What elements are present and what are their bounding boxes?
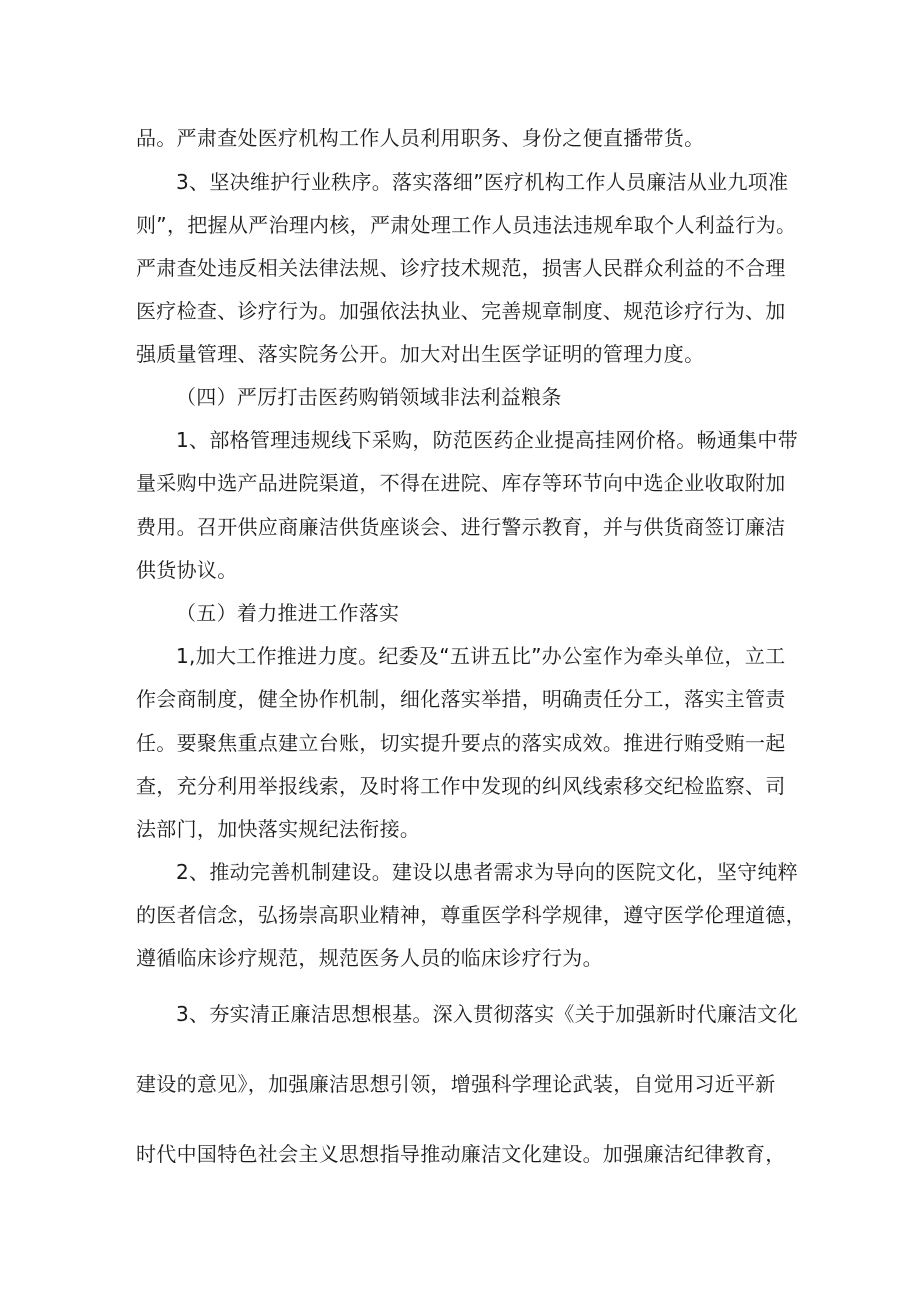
- paragraph-line: 作会商制度，健全协作机制，细化落实举措，明确责任分工，落实主管责: [136, 687, 786, 711]
- paragraph-line: 品。严肃查处医疗机构工作人员利用职务、身份之便直播带货。: [136, 126, 705, 150]
- paragraph-line: 2、推动完善机制建设。建设以患者需求为导向的医院文化，坚守纯粹: [176, 860, 799, 884]
- paragraph-line: 遵循临床诊疗规范，规范医务人员的临床诊疗行为。: [136, 946, 603, 970]
- section-heading: （四）严厉打击医药购销领域非法利益粮条: [176, 385, 562, 409]
- paragraph-line: 3、夯实清正廉洁思想根基。深入贯彻落实《关于加强新时代廉洁文化: [176, 1002, 799, 1026]
- paragraph-line: 1,加大工作推进力度。纪委及“五讲五比”办公室作为牵头单位，立工: [176, 644, 786, 668]
- section-heading: （五）着力推进工作落实: [176, 601, 400, 625]
- paragraph-line: 任。要聚焦重点建立台账，切实提升要点的落实成效。推进行贿受贿一起: [136, 731, 786, 755]
- paragraph-line: 时代中国特色社会主义思想指导推动廉洁文化建设。加强廉洁纪律教育，: [136, 1142, 786, 1166]
- paragraph-line: 量采购中选产品进院渠道，不得在进院、库存等环节向中选企业收取附加: [136, 471, 786, 495]
- paragraph-line: 强质量管理、落实院务公开。加大对出生医学证明的管理力度。: [136, 342, 705, 366]
- paragraph-line: 建设的意见》，加强廉洁思想引领，增强科学理论武装，自觉用习近平新: [136, 1072, 776, 1096]
- paragraph-line: 1、部格管理违规线下采购，防范医药企业提高挂网价格。畅通集中带: [176, 428, 799, 452]
- paragraph-line: 医疗检查、诊疗行为。加强依法执业、完善规章制度、规范诊疗行为、加: [136, 299, 786, 323]
- paragraph-line: 查，充分利用举报线索，及时将工作中发现的纠风线索移交纪检监察、司: [136, 774, 786, 798]
- paragraph-line: 费用。召开供应商廉洁供货座谈会、进行警示教育，并与供货商签订廉洁: [136, 515, 786, 539]
- paragraph-line: 供货协议。: [136, 558, 238, 582]
- paragraph-line: 法部门，加快落实规纪法衔接。: [136, 817, 421, 841]
- paragraph-line: 严肃查处违反相关法律法规、诊疗技术规范，损害人民群众利益的不合理: [136, 256, 786, 280]
- paragraph-line: 的医者信念，弘扬崇高职业精神，尊重医学科学规律，遵守医学伦理道德，: [136, 903, 806, 927]
- paragraph-line: 3、坚决维护行业秩序。落实落细”医疗机构工作人员廉洁从业九项准: [176, 170, 789, 194]
- paragraph-line: 则”，把握从严治理内核，严肃处理工作人员违法违规牟取个人利益行为。: [136, 213, 797, 237]
